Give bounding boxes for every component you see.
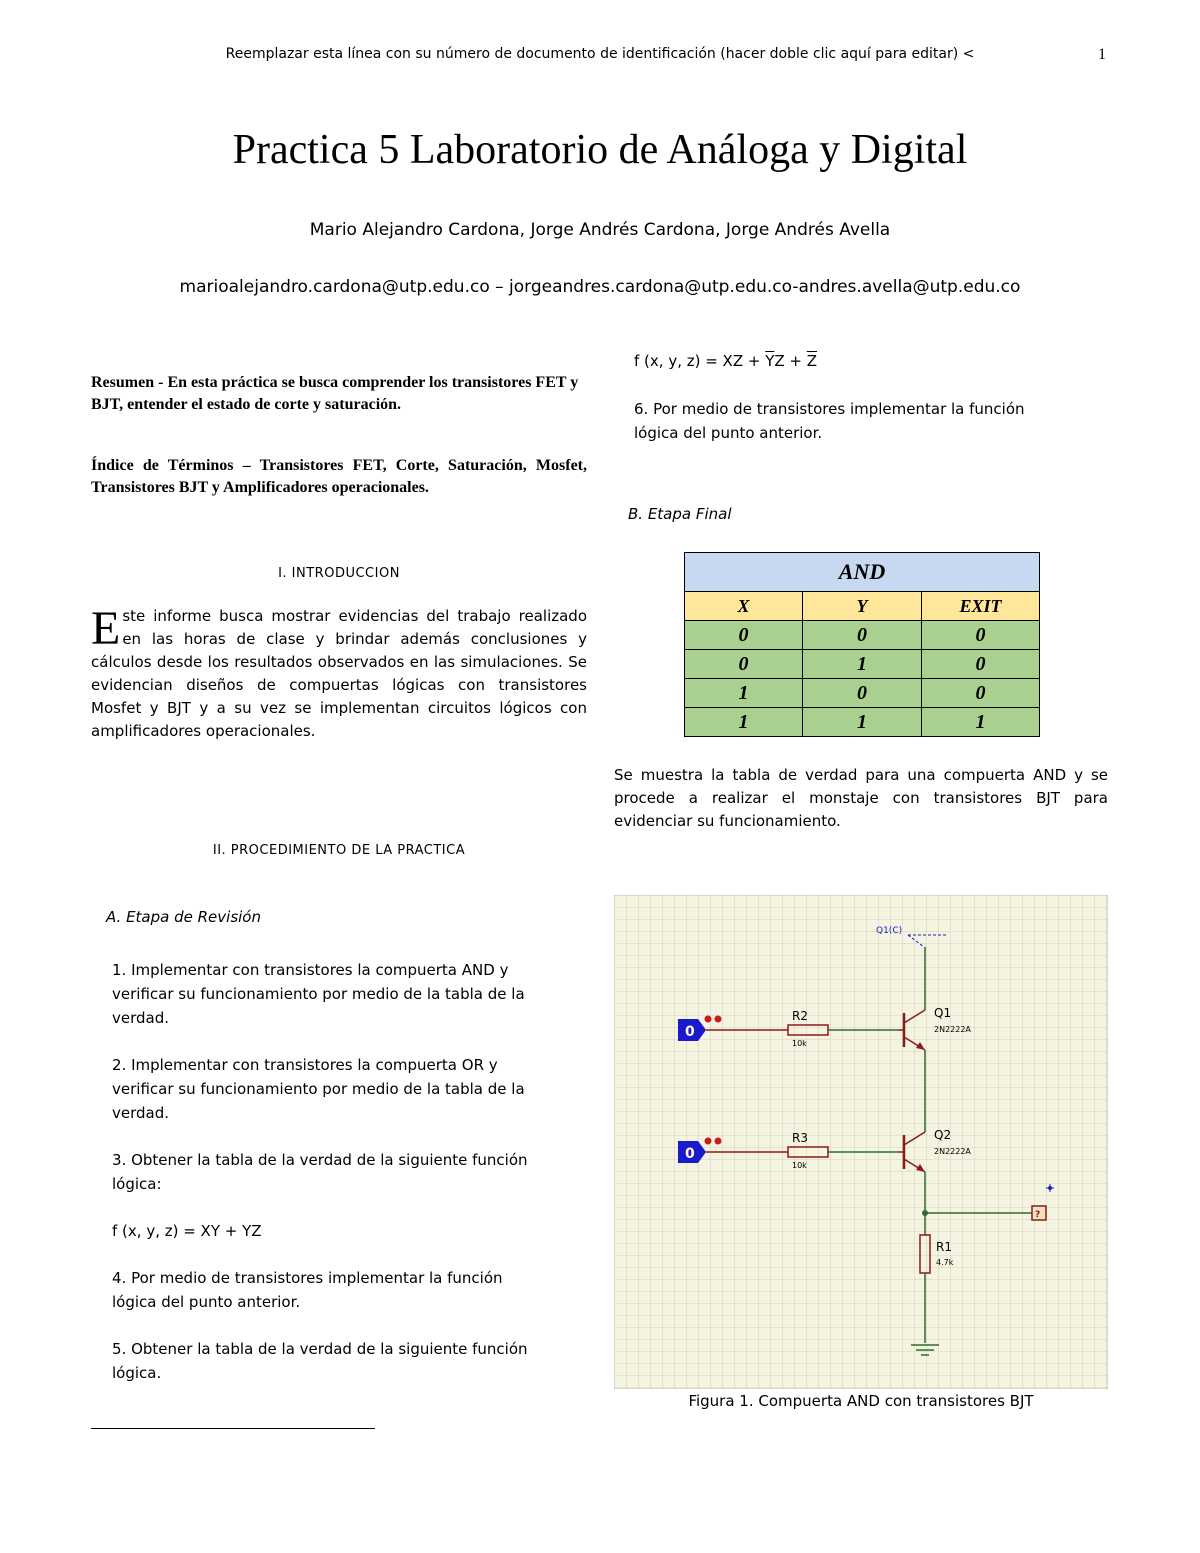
intro-paragraph [91,602,587,743]
table-cell: 0 [922,679,1040,708]
authors: Mario Alejandro Cardona, Jorge Andrés Cardona, Jorge Andrés Avella [309,220,891,240]
figure-caption: Figura 1. Compuerta AND con transistores BJT [688,1392,1034,1410]
drop-cap: E [91,602,121,655]
component-label: Q2 [934,1128,952,1142]
table-cell: 0 [685,650,803,679]
and-gate-circuit-figure [614,895,1108,1389]
formula-part: Z + [774,352,807,370]
probe-label: Q1(C) [876,926,903,936]
component-value: 10k [792,1039,807,1048]
formula-part-zbar: $\overline{Z}$ [806,352,818,370]
component-label: R3 [792,1131,808,1145]
component-value: 2N2222A [934,1025,971,1034]
truth-table-header: Y [803,592,922,621]
intro-text: ste informe busca mostrar evidencias del trabajo realizado en las horas de clase y brindar además conclusiones y cálculos desde los resultados observados en las simulaciones. Se evidencian diseños de compuertas lógicas con transistores Mosfet y BJT y a su vez se implementan circuitos lógicos con amplificadores operacionales. [91,607,587,740]
abstract: Resumen - En esta práctica se busca comprender los transistores FET y BJT, entender el estado de corte y saturación. [91,374,579,413]
subsection-heading-a: A. Etapa de Revisión [106,908,261,926]
list-item: 1. Implementar con transistores la compuerta AND y verificar su funcionamiento por medio de la tabla de la verdad. [112,961,525,1027]
subsection-heading-b: B. Etapa Final [628,505,732,523]
footnote-rule [91,1428,375,1429]
index-terms: Índice de Términos – Transistores FET, Corte, Saturación, Mosfet, Transistores BJT y Amplificadores operacionales. [91,457,587,496]
truth-table-header: EXIT [922,592,1040,621]
author-emails: marioalejandro.cardona@utp.edu.co – jorgeandres.cardona@utp.edu.co-andres.avella@utp.edu.co [179,277,1021,297]
section-heading-procedure: II. PROCEDIMIENTO DE LA PRACTICA [212,843,466,858]
table-cell: 0 [922,650,1040,679]
running-header: Reemplazar esta línea con su número de documento de identificación (hacer doble clic aquí para editar) < [225,46,975,62]
truth-table-header: X [685,592,803,621]
table-cell: 0 [685,621,803,650]
component-value: 10k [792,1161,807,1170]
truth-table [684,552,1040,737]
formula-part: f (x, y, z) = XZ + [634,352,766,370]
component-value: 2N2222A [934,1147,971,1156]
table-cell: 0 [922,621,1040,650]
list-item: 6. Por medio de transistores implementar la función lógica del punto anterior. [634,400,1025,442]
formula-part-ybar: $\overline{Y}$ [765,352,775,370]
component-label: Q1 [934,1006,952,1020]
truth-table-title: AND [685,553,1040,592]
table-cell: 0 [803,679,922,708]
list-item: 5. Obtener la tabla de la verdad de la siguiente función lógica. [112,1340,528,1382]
list-item: 3. Obtener la tabla de la verdad de la siguiente función lógica: [112,1151,528,1193]
table-description: Se muestra la tabla de verdad para una compuerta AND y se procede a realizar el monstaje con transistores BJT para evidenciar su funcionamiento. [614,766,1108,830]
paper-title: Practica 5 Laboratorio de Análoga y Digital [232,127,968,173]
table-cell: 1 [803,708,922,737]
table-cell: 1 [685,679,803,708]
input-value: 0 [685,1024,695,1040]
list-item: 2. Implementar con transistores la compuerta OR y verificar su funcionamiento por medio de la tabla de la verdad. [112,1056,525,1122]
input-value: 0 [685,1146,695,1162]
table-cell: 1 [922,708,1040,737]
component-value: 4.7k [936,1258,954,1267]
page-number: 1 [1098,46,1106,63]
output-value: ? [1035,1210,1041,1220]
component-label: R1 [936,1240,952,1254]
table-cell: 1 [685,708,803,737]
component-label: R2 [792,1009,808,1023]
table-cell: 0 [803,621,922,650]
list-item: 4. Por medio de transistores implementar la función lógica del punto anterior. [112,1269,503,1311]
table-cell: 1 [803,650,922,679]
formula [634,349,817,373]
formula: f (x, y, z) = XY + YZ [112,1222,262,1240]
section-heading-intro: I. INTRODUCCION [278,566,400,581]
logic-probe-output[interactable] [1032,1206,1046,1220]
